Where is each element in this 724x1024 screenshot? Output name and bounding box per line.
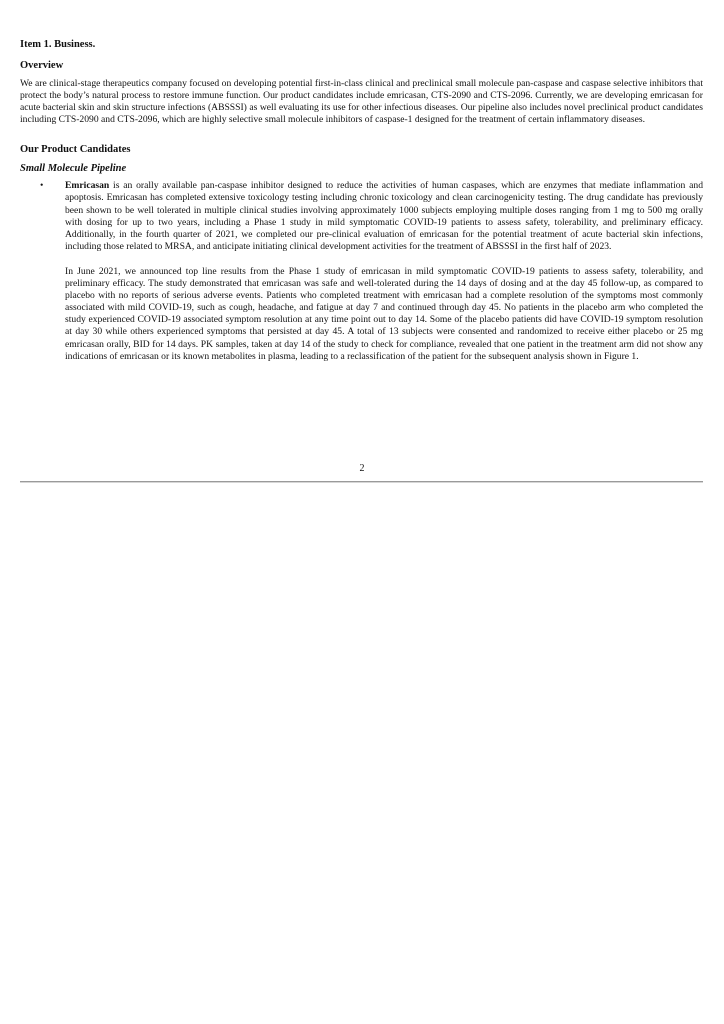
june-2021-paragraph: In June 2021, we announced top line results from the Phase 1 study of emricasan in mild symptomatic COVID-19 patients to assess safety, tolerability, and preliminary efficacy. The study demonstrated that emricasan was safe and well-tolerated during the 14 days of dosing and at the day 45 follow-up, as compared to placebo with no reports of serious adverse events. Patients who completed treatment with emricasan had a complete resolution of the symptoms most commonly associated with mild COVID-19, such as cough, headache, and fatigue at day 7 and continued through day 45. No patients in the placebo arm who completed the study experienced COVID-19 associated symptom resolution at any time point out to day 14. Some of the placebo patients did have COVID-19 symptom resolution at day 30 while others experienced symptoms that persisted at day 45. A total of 13 subjects were consented and randomized to receive either placebo or 25 mg emricasan orally, BID for 14 days. PK samples, taken at day 14 of the study to check for compliance, revealed that one patient in the treatment arm did not show any indications of emricasan or its known metabolites in plasma, leading to a reclassification of the patient for the subsequent analysis shown in Figure 1. — [65, 265, 703, 362]
bullet-marker: • — [40, 180, 44, 192]
emricasan-bullet — [20, 180, 703, 253]
document-page — [20, 38, 703, 363]
overview-paragraph: We are clinical-stage therapeutics company focused on developing potential first-in-class clinical and preclinical small molecule pan-caspase and caspase selective inhibitors that protect the body’s natural process to restore immune function. Our product candidates include emricasan, CTS-2090 and CTS-2096. Currently, we are developing emricasan for acute bacterial skin and skin structure infections (ABSSSI) as well evaluating its use for other infectious diseases. Our pipeline also includes novel preclinical product candidates including CTS-2090 and CTS-2096, which are highly selective small molecule inhibitors of caspase-1 designed for the treatment of certain inflammatory diseases. — [20, 78, 703, 126]
emricasan-paragraph — [65, 180, 703, 253]
page-divider — [20, 481, 703, 483]
page-number: 2 — [359, 463, 365, 474]
pipeline-heading: Small Molecule Pipeline — [20, 163, 127, 175]
overview-heading: Overview — [20, 60, 64, 71]
item-title: Item 1. Business. — [20, 39, 96, 50]
emricasan-description: is an orally available pan-caspase inhibitor designed to reduce the activities of human caspases, which are enzymes that mediate inflammation and apoptosis. Emricasan has completed extensive toxicology testing including chronic toxicology and clean carcinogenicity testing. The drug candidate has previously been shown to be well tolerated in multiple clinical studies involving approximately 1000 subjects employing multiple doses ranging from 1 mg to 500 mg orally with dosing for up to two years, including a Phase 1 study in mild symptomatic COVID-19 patients to assess safety, tolerability, and preliminary efficacy. Additionally, in the fourth quarter of 2021, we completed our pre-clinical evaluation of emricasan for the potential treatment of acute bacterial skin infections, including those related to MRSA, and anticipate initiating clinical development activities for the treatment of ABSSSI in the first half of 2023. — [65, 180, 703, 252]
emricasan-term: Emricasan — [65, 180, 110, 192]
june-2021-block — [20, 266, 703, 363]
product-candidates-heading: Our Product Candidates — [20, 144, 131, 156]
